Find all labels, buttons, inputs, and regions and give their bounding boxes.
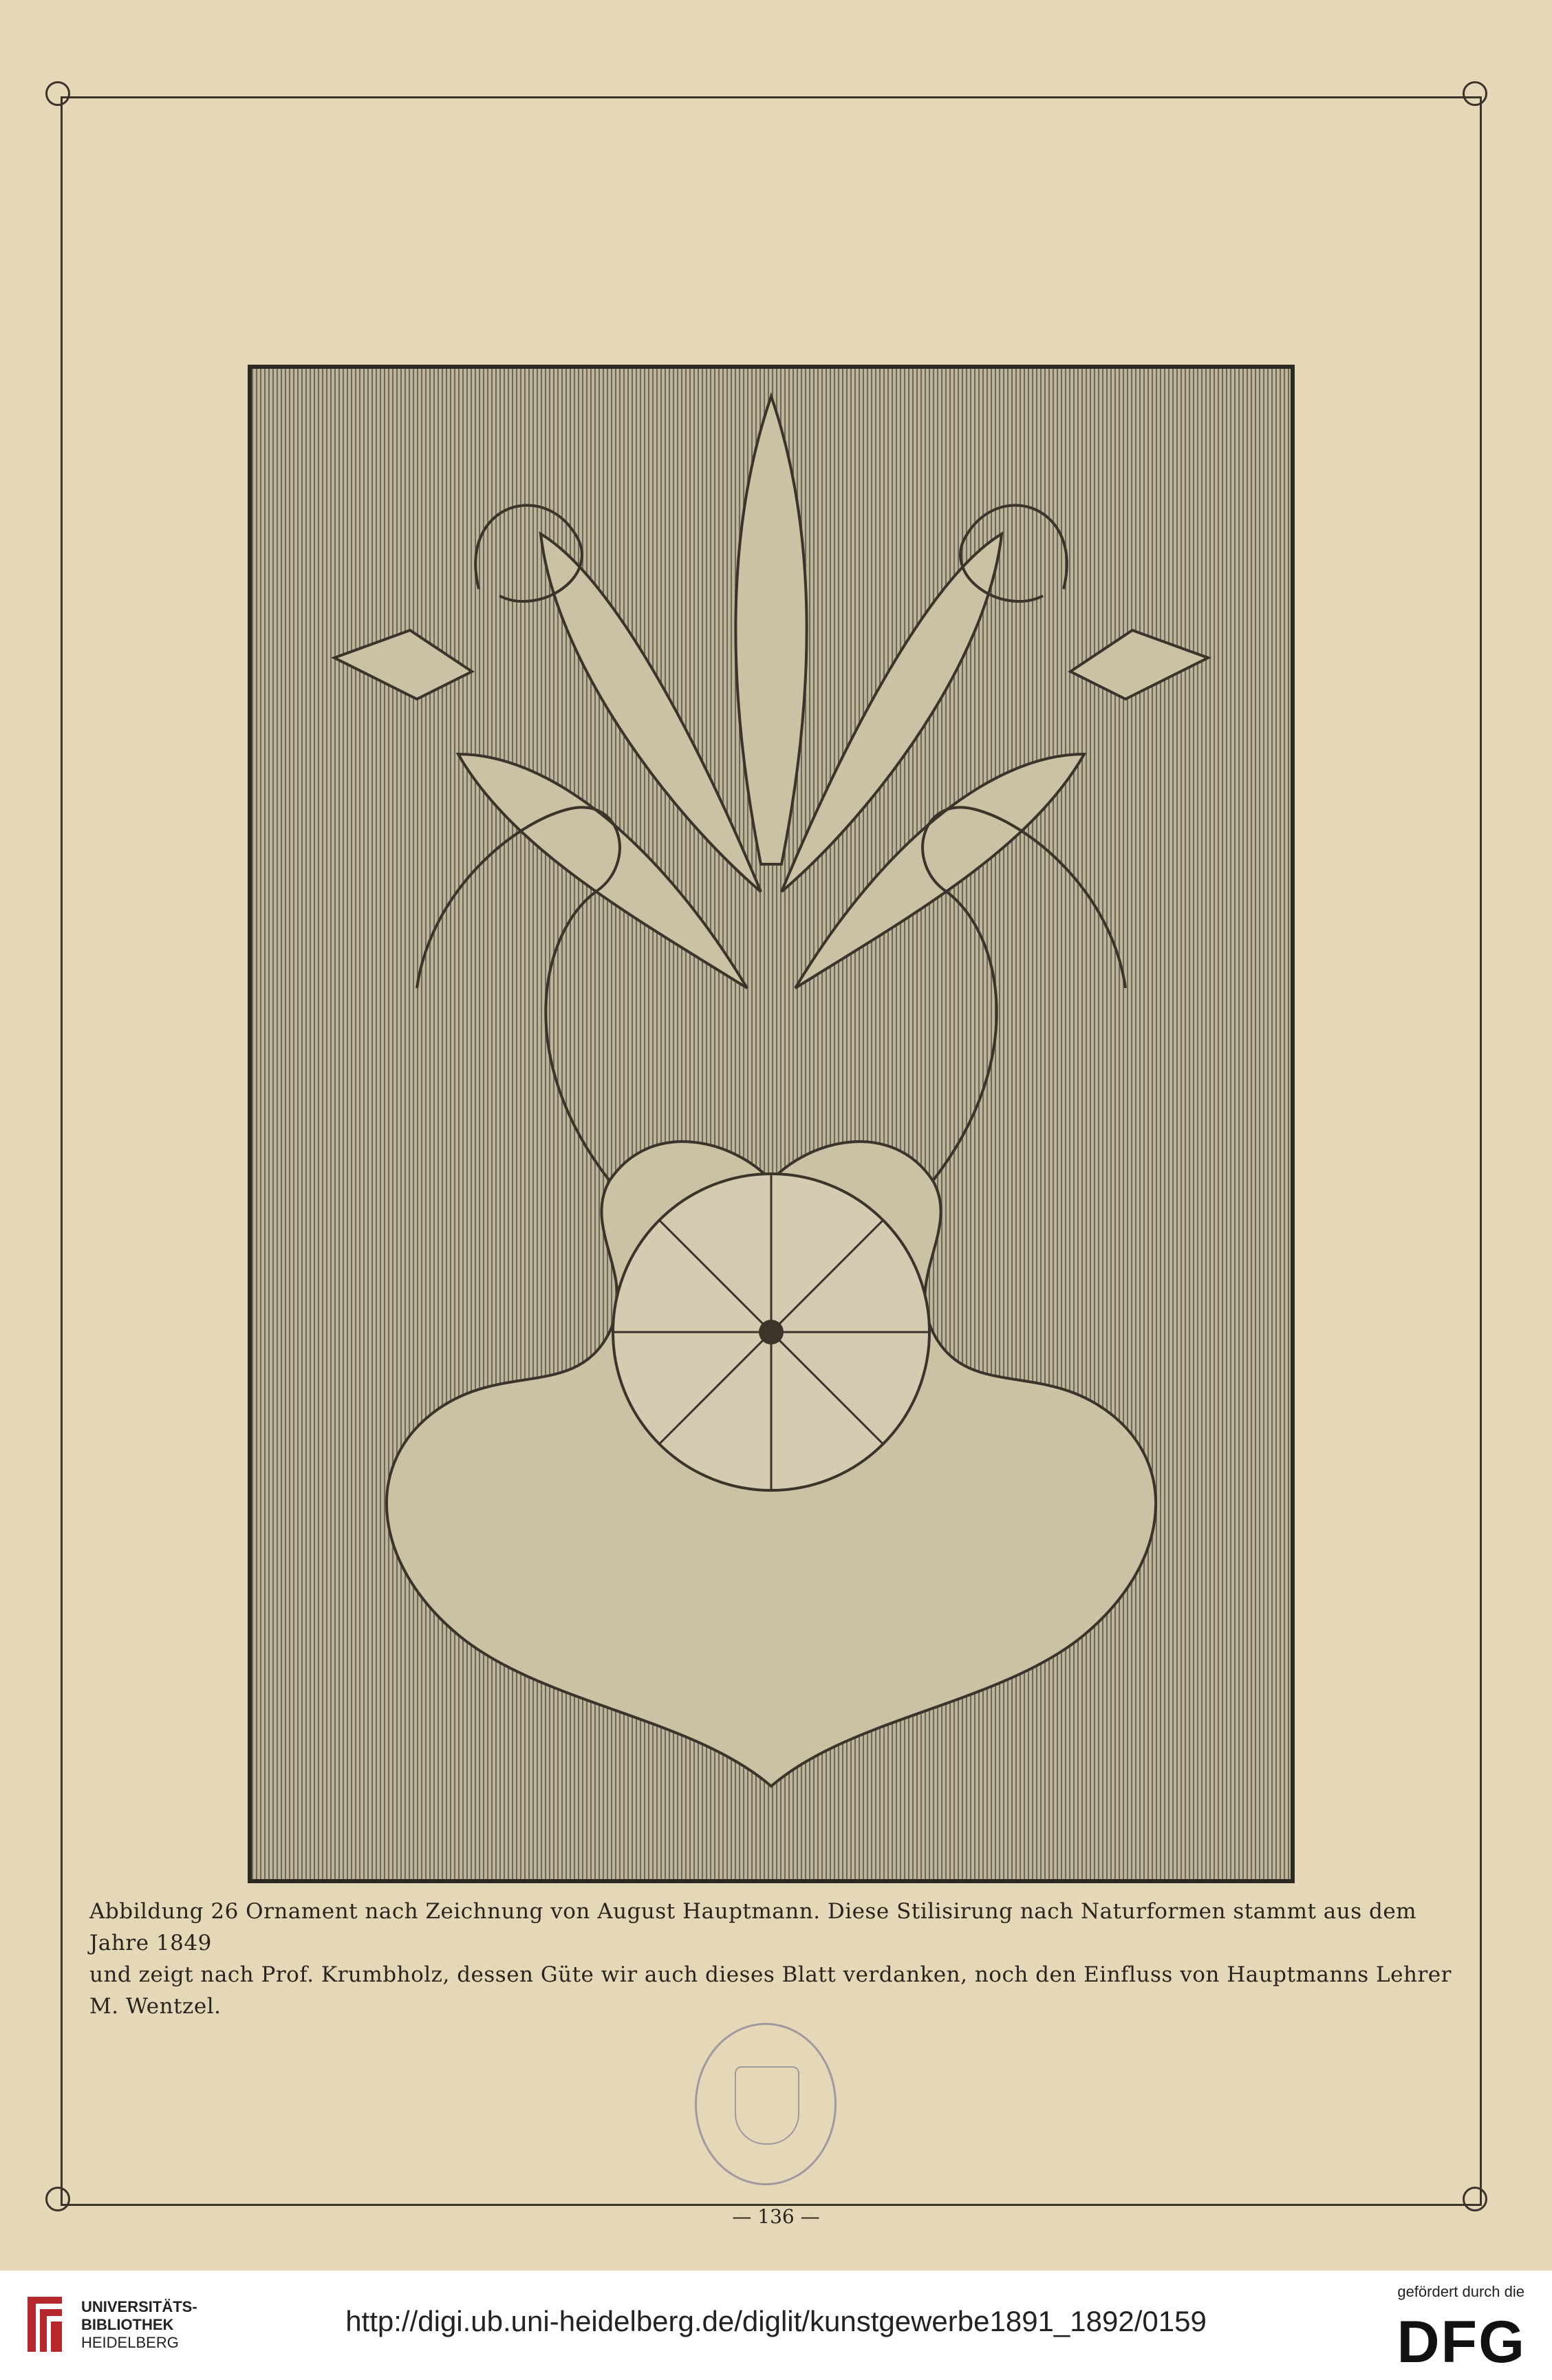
source-url-link[interactable]: http://digi.ub.uni-heidelberg.de/diglit/kunstgewerbe1891_1892/0159 (345, 2305, 1207, 2337)
frame-corner-ornament (45, 81, 70, 106)
page-number: — 136 — (732, 2205, 820, 2228)
central-lily-bud (735, 396, 806, 864)
institution-line-3: HEIDELBERG (81, 2334, 179, 2351)
ornament-drawing (252, 369, 1291, 1879)
ornament-illustration (248, 365, 1295, 1883)
caption-line-1: Abbildung 26 Ornament nach Zeichnung von August Hauptmann. Diese Stilisirung nach Naturformen stammt aus dem Jahre 1849 (89, 1899, 1417, 1955)
right-bell-flower (1070, 630, 1208, 699)
library-stamp (695, 2023, 837, 2185)
stamp-crest-icon (735, 2066, 799, 2145)
frame-corner-ornament (1463, 81, 1487, 106)
dfg-logo: DFG (1397, 2309, 1526, 2375)
figure-caption (89, 1896, 1465, 2022)
institution-line-2: BIBLIOTHEK (81, 2316, 174, 2333)
footer-bar (0, 2271, 1552, 2380)
institution-line-1: UNIVERSITÄTS- (81, 2298, 197, 2315)
funded-by-label: gefördert durch die (1397, 2283, 1524, 2300)
left-bell-flower (334, 630, 472, 699)
caption-line-2: und zeigt nach Prof. Krumbholz, dessen Güte wir auch dieses Blatt verdanken, noch den Einfluss von Hauptmanns Lehrer M. Wentzel. (89, 1962, 1452, 2019)
